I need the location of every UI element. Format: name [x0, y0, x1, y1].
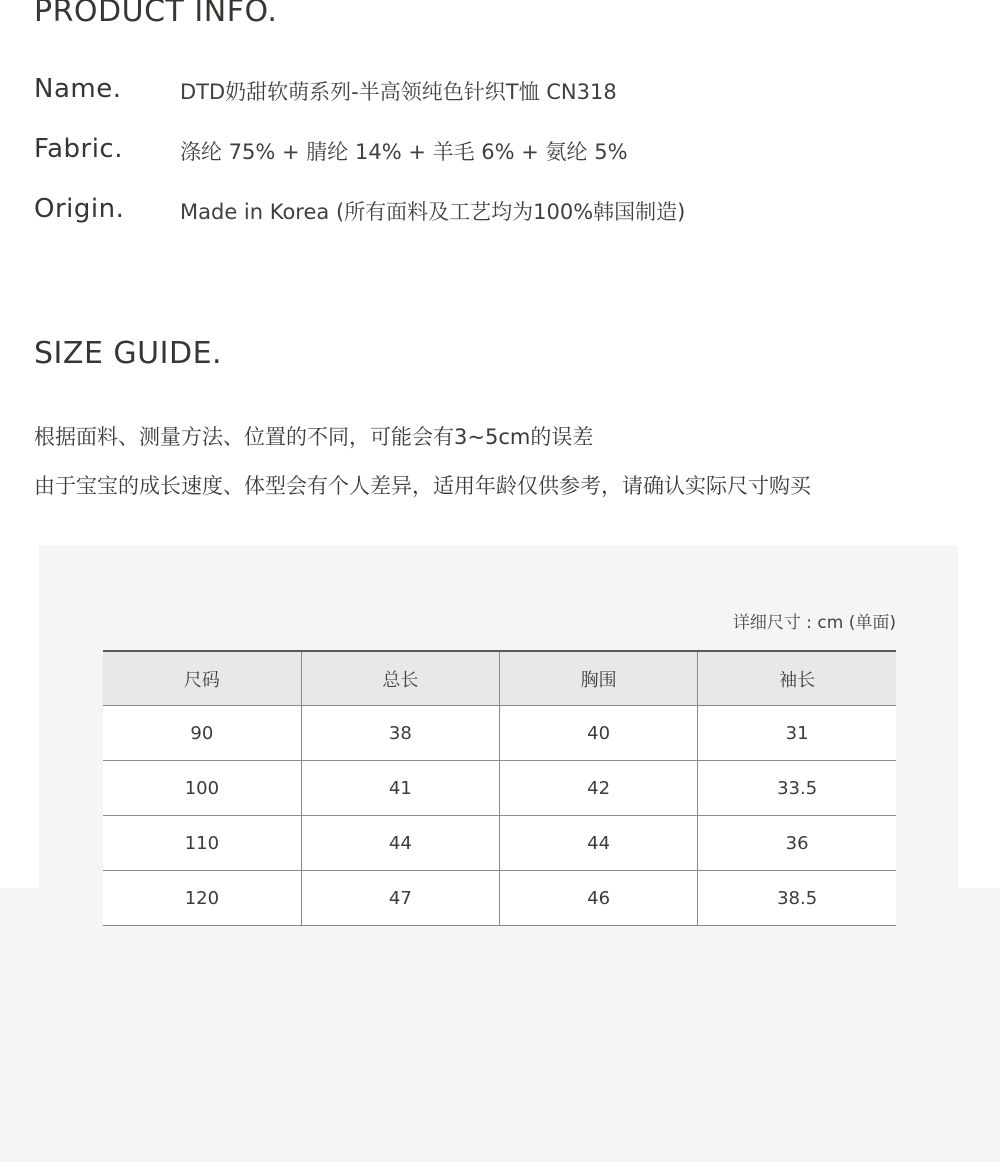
- cell-length: 41: [301, 761, 499, 816]
- header-sleeve: 袖长: [698, 651, 896, 706]
- cell-sleeve: 38.5: [698, 871, 896, 926]
- info-row-origin: [34, 194, 964, 234]
- unit-note: 详细尺寸 : cm (单面): [732, 613, 896, 633]
- cell-size: 100: [103, 761, 301, 816]
- table-row: [103, 706, 896, 761]
- cell-size: 110: [103, 816, 301, 871]
- cell-size: 120: [103, 871, 301, 926]
- info-row-fabric: [34, 134, 964, 174]
- cell-chest: 46: [500, 871, 698, 926]
- product-info-title: PRODUCT INFO.: [34, 0, 278, 29]
- cell-length: 44: [301, 816, 499, 871]
- cell-chest: 44: [500, 816, 698, 871]
- size-chart-panel: [39, 545, 958, 945]
- header-length: 总长: [301, 651, 499, 706]
- info-value-origin: Made in Korea (所有面料及工艺均为100%韩国制造): [180, 200, 686, 224]
- cell-sleeve: 33.5: [698, 761, 896, 816]
- info-row-name: [34, 74, 964, 114]
- size-note-error-margin: 根据面料、测量方法、位置的不同，可能会有3~5cm的误差: [34, 425, 594, 449]
- header-size: 尺码: [103, 651, 301, 706]
- cell-chest: 42: [500, 761, 698, 816]
- cell-sleeve: 31: [698, 706, 896, 761]
- cell-size: 90: [103, 706, 301, 761]
- cell-chest: 40: [500, 706, 698, 761]
- header-chest: 胸围: [500, 651, 698, 706]
- cell-length: 47: [301, 871, 499, 926]
- size-note-growth: 由于宝宝的成长速度、体型会有个人差异，适用年龄仅供参考，请确认实际尺寸购买: [34, 474, 811, 498]
- info-value-fabric: 涤纶 75% + 腈纶 14% + 羊毛 6% + 氨纶 5%: [180, 140, 628, 164]
- info-label-name: Name.: [34, 74, 122, 104]
- size-table: [103, 650, 896, 926]
- info-value-name: DTD奶甜软萌系列-半高领纯色针织T恤 CN318: [180, 80, 617, 104]
- cell-sleeve: 36: [698, 816, 896, 871]
- info-label-fabric: Fabric.: [34, 134, 123, 164]
- size-table-header-row: [103, 651, 896, 706]
- cell-length: 38: [301, 706, 499, 761]
- table-row: [103, 816, 896, 871]
- table-row: [103, 761, 896, 816]
- table-row: [103, 871, 896, 926]
- info-label-origin: Origin.: [34, 194, 125, 224]
- size-guide-title: SIZE GUIDE.: [34, 336, 223, 371]
